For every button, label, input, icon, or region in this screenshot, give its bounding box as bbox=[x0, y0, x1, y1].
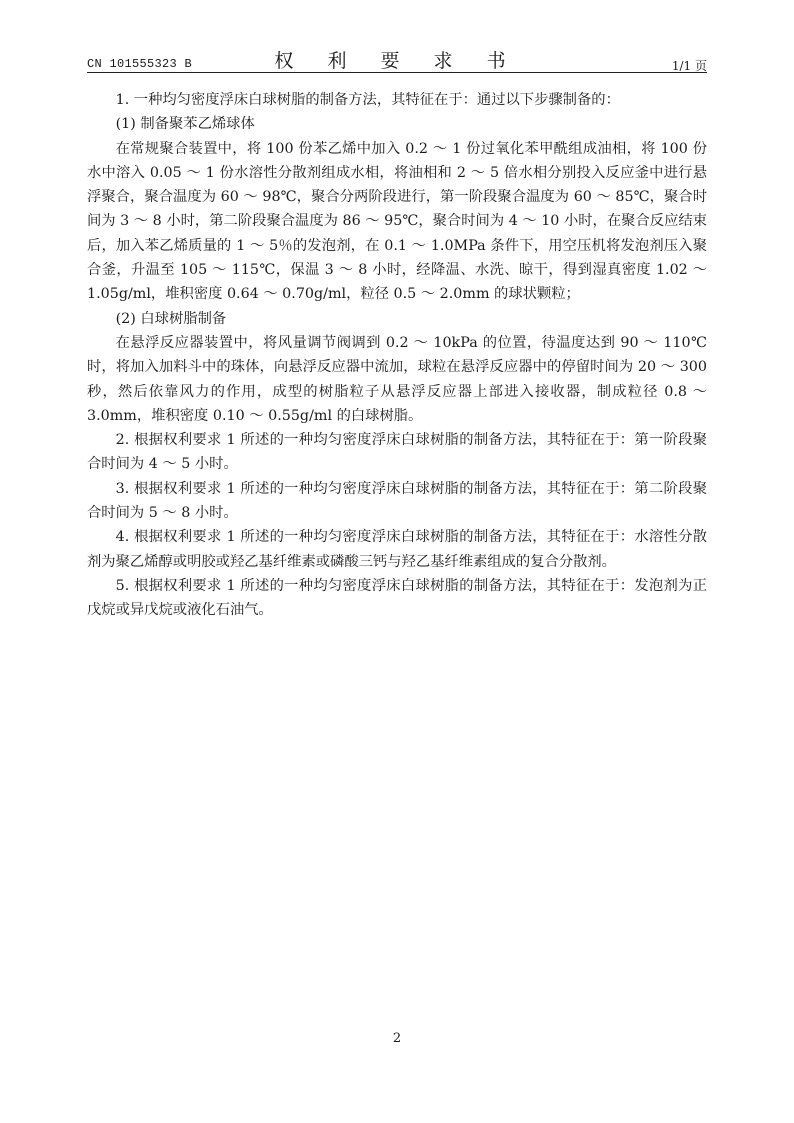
claim-2: 2. 根据权利要求 1 所述的一种均匀密度浮床白球树脂的制备方法，其特征在于：第一阶段聚合时间为 4 ～ 5 小时。 bbox=[87, 432, 707, 473]
document-title: 权 利 要 求 书 bbox=[274, 50, 520, 72]
claims-body bbox=[87, 88, 707, 623]
claim-1-intro: 1. 一种均匀密度浮床白球树脂的制备方法，其特征在于：通过以下步骤制备的： bbox=[115, 92, 620, 108]
step-1-text: 在常规聚合装置中，将 100 份苯乙烯中加入 0.2 ～ 1 份过氧化苯甲酰组成油相，将 100 份水中溶入 0.05 ～ 1 份水溶性分散剂组成水相，将油相和 2 ～ 5 倍水相分别投入反应釜中进行悬浮聚合，聚合温度为 60 ～ 98℃，聚合分两阶段进行，第一阶段聚合温度为 60 ～ 85℃，聚合时间为 3 ～ 8 小时，第二阶段聚合温度为 86 ～ 95℃，聚合时间为 4 ～ 10 小时，在聚合反应结束后，加入苯乙烯质量的 1 ～ 5％的发泡剂，在 0.1 ～ 1.0MPa 条件下，用空压机将发泡剂压入聚合釜，升温至 105 ～ 115℃，保温 3 ～ 8 小时，经降温、水洗、晾干，得到湿真密度 1.02 ～ 1.05g/ml，堆积密度 0.64 ～ 0.70g/ml，粒径 0.5 ～ 2.0mm 的球状颗粒； bbox=[87, 140, 707, 303]
claim-3: 3. 根据权利要求 1 所述的一种均匀密度浮床白球树脂的制备方法，其特征在于：第二阶段聚合时间为 5 ～ 8 小时。 bbox=[87, 480, 707, 522]
step-2-text: 在悬浮反应器装置中，将风量调节阀调到 0.2 ～ 10kPa 的位置，待温度达到 90 ～ 110℃时，将加入加料斗中的珠体，向悬浮反应器中流加，球粒在悬浮反应器中的停留时间为 20 ～ 300 秒，然后依靠风力的作用，成型的树脂粒子从悬浮反应器上部进入接收器，制成粒径 0.8 ～ 3.0mm，堆积密度 0.10 ～ 0.55g/ml 的白球树脂。 bbox=[87, 334, 707, 424]
claim-5: 5. 根据权利要求 1 所述的一种均匀密度浮床白球树脂的制备方法，其特征在于：发泡剂为正戊烷或异戊烷或液化石油气。 bbox=[87, 577, 707, 619]
page-number: 2 bbox=[392, 1031, 402, 1046]
page-info: 1/1 页 bbox=[671, 59, 707, 73]
publication-number: CN 101555323 B bbox=[87, 57, 193, 71]
claim-4: 4. 根据权利要求 1 所述的一种均匀密度浮床白球树脂的制备方法，其特征在于：水溶性分散剂为聚乙烯醇或明胶或羟乙基纤维素或磷酸三钙与羟乙基纤维素组成的复合分散剂。 bbox=[87, 529, 707, 570]
page-header bbox=[87, 46, 707, 73]
step-2-heading: (2) 白球树脂制备 bbox=[115, 310, 227, 327]
step-1-heading: (1) 制备聚苯乙烯球体 bbox=[115, 116, 255, 133]
